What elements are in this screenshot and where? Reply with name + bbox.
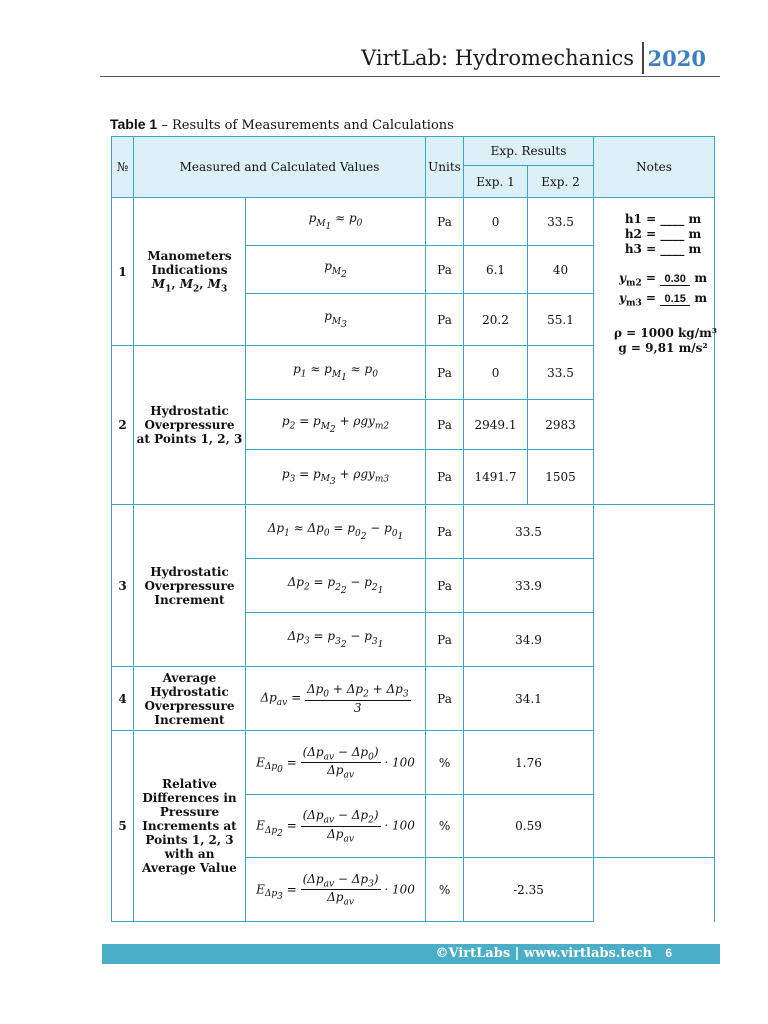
caption-text: – Results of Measurements and Calculations: [157, 118, 454, 133]
result-value: 34.9: [464, 613, 594, 667]
ym2-value: 0.30: [660, 274, 690, 286]
units-cell: %: [426, 731, 464, 795]
note-ym2: $y_{m2} = 0.30$ m: [618, 271, 708, 289]
group-no: 1: [112, 198, 134, 346]
page-footer: [102, 944, 720, 964]
formula-p1: $p_1 \approx p_{M_1} \approx p_0$: [246, 346, 426, 400]
header-exp-results: Exp. Results: [464, 137, 594, 166]
formula-dpav: $\Delta p_{av}$ = $\frac{\Delta p_0 + \Delta p_2 + \Delta p_3}{3}$: [246, 667, 426, 731]
header-values: Measured and Calculated Values: [134, 137, 426, 198]
units-cell: Pa: [426, 667, 464, 731]
notes-cell: [594, 198, 718, 505]
formula-p2: $p_2 = p_{M_2} + \rho gy_{m2}$: [246, 400, 426, 450]
result-value: 33.5: [464, 505, 594, 559]
formula-dp1: $\Delta p_1 \approx \Delta p_0 = p_{0_2} - p_{0_1}$: [246, 505, 426, 559]
table-row: [112, 198, 715, 246]
table-row: [112, 505, 715, 559]
formula-e2: $E_{\Delta p_2}$ = $\frac{(\Delta p_{av} - \Delta p_2)}{\Delta p_{av}}$ · 100: [246, 795, 426, 858]
formula-p3: $p_3 = p_{M_3} + \rho gy_{m3}$: [246, 450, 426, 505]
group-label: Hydrostatic Overpressure at Points 1, 2, 3: [134, 346, 246, 505]
header-notes: Notes: [594, 137, 715, 198]
footer-text: ©VirtLabs | www.virtlabs.tech: [435, 946, 652, 961]
result-value: -2.35: [464, 858, 594, 922]
formula-pm3: $p_{M_3}$: [246, 294, 426, 346]
result-value: 34.1: [464, 667, 594, 731]
header-year: 2020: [647, 46, 706, 71]
group-label: Relative Differences in Pressure Increments at Points 1, 2, 3 with an Average Value: [134, 731, 246, 922]
exp2-value: 2983: [528, 400, 594, 450]
group-label: Manometers Indications $M_1$, $M_2$, $M_3$: [134, 198, 246, 346]
exp2-value: 33.5: [528, 346, 594, 400]
exp1-value: 1491.7: [464, 450, 528, 505]
header-rule: [100, 76, 720, 77]
group-no: 5: [112, 731, 134, 922]
units-cell: %: [426, 795, 464, 858]
exp1-value: 20.2: [464, 294, 528, 346]
note-h2: h2 = ____ m: [624, 227, 702, 241]
exp1-value: 6.1: [464, 246, 528, 294]
result-value: 33.9: [464, 559, 594, 613]
caption-label: Table 1: [110, 116, 158, 132]
result-value: 0.59: [464, 795, 594, 858]
units-cell: Pa: [426, 450, 464, 505]
ym3-value: 0.15: [660, 294, 690, 306]
units-cell: Pa: [426, 613, 464, 667]
results-table: [111, 136, 718, 922]
exp1-value: 0: [464, 198, 528, 246]
formula-pm2: $p_{M_2}$: [246, 246, 426, 294]
result-value: 1.76: [464, 731, 594, 795]
group-no: 4: [112, 667, 134, 731]
formula-e3: $E_{\Delta p_3}$ = $\frac{(\Delta p_{av} - \Delta p_3)}{\Delta p_{av}}$ · 100: [246, 858, 426, 922]
formula-pm1: $p_{M_1} \approx p_0$: [246, 198, 426, 246]
notes-empty: [594, 505, 715, 858]
header-separator: [642, 42, 644, 74]
group-no: 3: [112, 505, 134, 667]
group-label: Hydrostatic Overpressure Increment: [134, 505, 246, 667]
note-h3: h3 = ____ m: [624, 242, 702, 256]
exp2-value: 1505: [528, 450, 594, 505]
page-header: [100, 40, 720, 78]
exp2-value: 40: [528, 246, 594, 294]
units-cell: %: [426, 858, 464, 922]
exp2-value: 55.1: [528, 294, 594, 346]
note-g: g = 9,81 m/s²: [618, 340, 708, 355]
exp2-value: 33.5: [528, 198, 594, 246]
note-h1: h1 = ____ m: [624, 212, 702, 226]
formula-dp2: $\Delta p_2 = p_{2_2} - p_{2_1}$: [246, 559, 426, 613]
units-cell: Pa: [426, 246, 464, 294]
header-exp1: Exp. 1: [464, 166, 528, 198]
units-cell: Pa: [426, 198, 464, 246]
table-caption: [110, 116, 454, 133]
note-rho: ρ = 1000 kg/m³: [614, 325, 718, 340]
exp1-value: 2949.1: [464, 400, 528, 450]
formula-e0: $E_{\Delta p_0}$ = $\frac{(\Delta p_{av} - \Delta p_0)}{\Delta p_{av}}$ · 100: [246, 731, 426, 795]
units-cell: Pa: [426, 559, 464, 613]
header-units: Units: [426, 137, 464, 198]
exp1-value: 0: [464, 346, 528, 400]
note-ym3: $y_{m3} = 0.15$ m: [618, 291, 708, 309]
units-cell: Pa: [426, 294, 464, 346]
formula-dp3: $\Delta p_3 = p_{3_2} - p_{3_1}$: [246, 613, 426, 667]
units-cell: Pa: [426, 346, 464, 400]
units-cell: Pa: [426, 505, 464, 559]
group-no: 2: [112, 346, 134, 505]
header-exp2: Exp. 2: [528, 166, 594, 198]
units-cell: Pa: [426, 400, 464, 450]
group-label: Average Hydrostatic Overpressure Increment: [134, 667, 246, 731]
page-number: 6: [665, 946, 672, 960]
header-title: VirtLab: Hydromechanics: [361, 46, 634, 70]
header-no: №: [112, 137, 134, 198]
